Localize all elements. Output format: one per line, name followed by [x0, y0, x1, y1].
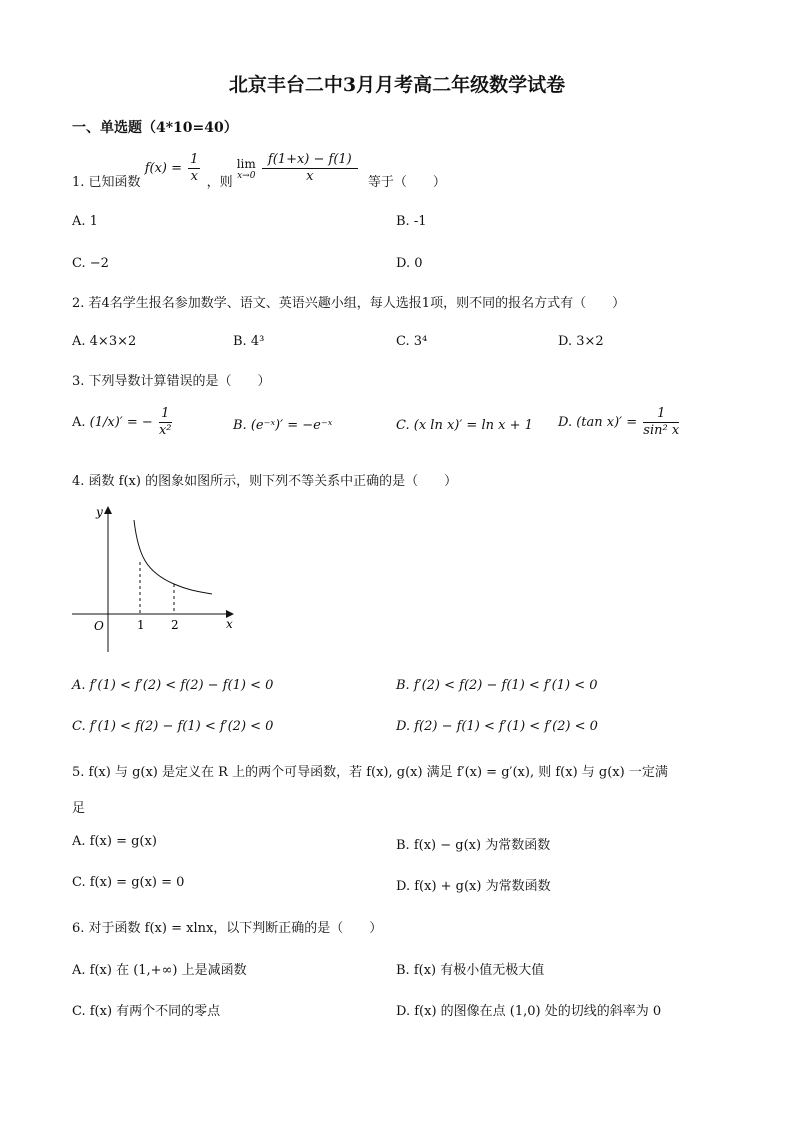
function-graph [70, 500, 240, 660]
q5-option-b: B. f(x) − g(x) 为常数函数 [396, 838, 551, 853]
q4-option-d: D. f(2) − f(1) < f′(1) < f′(2) < 0 [396, 719, 598, 734]
q4-option-b: B. f′(2) < f(2) − f(1) < f′(1) < 0 [396, 678, 598, 693]
x-axis-label: x [226, 617, 233, 631]
q3-option-d-lhs: D. (tan x)′ = [558, 415, 638, 430]
q3-option-d-fraction [643, 406, 679, 439]
tick-label-1: 1 [137, 618, 145, 632]
q3-option-b: B. (e⁻ˣ)′ = −e⁻ˣ [233, 418, 333, 433]
q5-option-d: D. f(x) + g(x) 为常数函数 [396, 879, 551, 894]
question-2: 2. 若4名学生报名参加数学、语文、英语兴趣小组，每人选报1项，则不同的报名方式有（ ） [72, 296, 626, 311]
q2-option-b: B. 4³ [233, 334, 265, 349]
y-axis-label: y [96, 505, 103, 519]
function-curve [134, 520, 212, 594]
q3-option-a-fraction [159, 406, 172, 439]
tick-label-2: 2 [171, 618, 179, 632]
q1-function-lhs: f(x) = [144, 161, 182, 176]
origin-label: O [94, 619, 104, 633]
q1-limit [237, 157, 256, 181]
q3-option-c: C. (x ln x)′ = ln x + 1 [396, 418, 533, 433]
question-1-number: 1. 已知函数 [72, 175, 141, 190]
q2-option-d: D. 3×2 [558, 334, 604, 349]
q1-fraction-denominator: x [190, 169, 198, 184]
q1-tail: 等于（ ） [367, 175, 446, 190]
q1-limit-fraction [262, 152, 358, 185]
q6-option-c: C. f(x) 有两个不同的零点 [72, 1004, 221, 1019]
q3-option-a-lhs: (1/x)′ = − [89, 415, 153, 430]
q4-option-a: A. f′(1) < f′(2) < f(2) − f(1) < 0 [72, 678, 274, 693]
q1-mid-text: ，则 [206, 175, 233, 190]
question-5-continued: 足 [72, 801, 86, 816]
question-6: 6. 对于函数 f(x) = xlnx，以下判断正确的是（ ） [72, 921, 383, 936]
q3-option-d-denominator: sin² x [643, 423, 680, 438]
q1-limit-denominator: x [306, 169, 314, 184]
q2-option-a: A. 4×3×2 [72, 334, 137, 349]
q3-option-a [72, 406, 174, 439]
question-4: 4. 函数 f(x) 的图象如图所示，则下列不等关系中正确的是（ ） [72, 474, 458, 489]
q6-option-b: B. f(x) 有极小值无极大值 [396, 963, 545, 978]
q2-option-c: C. 3⁴ [396, 334, 428, 349]
q1-fraction-numerator: 1 [190, 152, 199, 167]
q1-function-fraction [188, 152, 200, 185]
q3-option-d-numerator: 1 [643, 406, 679, 423]
q1-limit-numerator: f(1+x) − f(1) [262, 152, 358, 169]
q3-option-a-numerator: 1 [159, 406, 172, 423]
question-3: 3. 下列导数计算错误的是（ ） [72, 374, 271, 389]
section-heading: 一、单选题（4*10=40） [72, 120, 238, 136]
question-5: 5. f(x) 与 g(x) 是定义在 R 上的两个可导函数，若 f(x), g(x) 满足 f′(x) = g′(x), 则 f(x) 与 g(x) 一定满 [72, 765, 668, 780]
q3-option-a-denominator: x² [158, 423, 172, 438]
question-1 [72, 152, 446, 190]
y-axis-arrow [104, 506, 112, 514]
q5-option-a: A. f(x) = g(x) [72, 834, 157, 849]
q1-option-b: B. -1 [396, 214, 427, 229]
q1-limit-word: lim [236, 156, 256, 171]
q3-option-d [558, 406, 681, 439]
q6-option-a: A. f(x) 在 (1,+∞) 上是减函数 [72, 963, 247, 978]
q4-option-c: C. f′(1) < f(2) − f(1) < f′(2) < 0 [72, 719, 274, 734]
q1-option-a: A. 1 [72, 214, 98, 229]
q1-limit-sub: x→0 [237, 170, 256, 181]
q5-option-c: C. f(x) = g(x) = 0 [72, 875, 185, 890]
page-title: 北京丰台二中3月月考高二年级数学试卷 [228, 74, 566, 96]
q3-option-a-label: A. [72, 415, 86, 430]
q6-option-d: D. f(x) 的图像在点 (1,0) 处的切线的斜率为 0 [396, 1004, 662, 1019]
q1-option-c: C. −2 [72, 256, 109, 271]
q1-option-d: D. 0 [396, 256, 423, 271]
